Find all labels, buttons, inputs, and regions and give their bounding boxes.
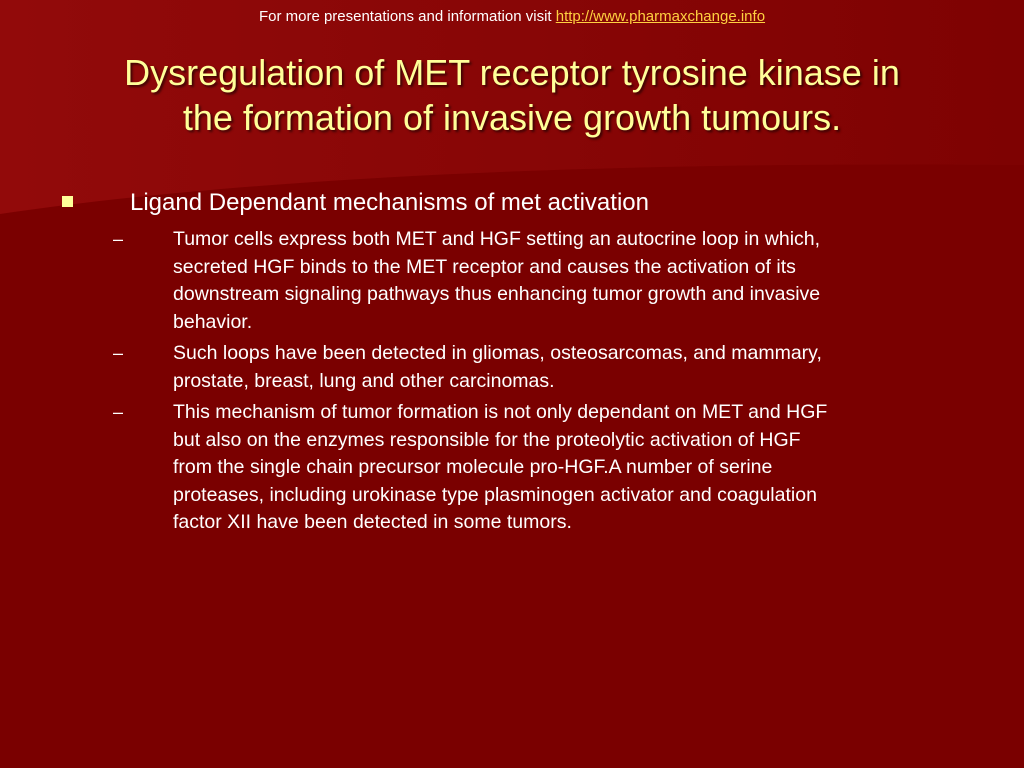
sub-bullet-text: Tumor cells express both MET and HGF setting an autocrine loop in which, secreted HGF binds to the MET receptor and causes the activation of its downstream signaling pathways thus enhancing tumor growth and invasive behavior. [173,228,821,333]
dash-marker: – [113,229,124,249]
sub-bullet-text: This mechanism of tumor formation is not only dependant on MET and HGF but also on the enzymes responsible for the proteolytic activation of HGF from the single chain precursor molecule pro-HGF.A number of serine proteases, including urokinase type plasminogen activator and coagulation factor XII have been detected in some tumors. [173,401,828,533]
dash-marker: – [113,402,124,422]
sub-bullet-text: Such loops have been detected in gliomas, osteosarcomas, and mammary, prostate, breast, lung and other carcinomas. [173,342,822,392]
bullet-list [0,186,1024,537]
square-bullet-icon [62,196,73,207]
bullet-text: Ligand Dependant mechanisms of met activation [130,189,649,216]
bullet-item [0,186,1024,222]
slide-title: Dysregulation of MET receptor tyrosine kinase in the formation of invasive growth tumours. [124,52,900,138]
header-note [0,8,1024,25]
sub-bullet-item [0,340,1024,395]
sub-bullet-item [0,399,1024,537]
dash-marker: – [113,343,124,363]
website-link[interactable]: http://www.pharmaxchange.info [555,8,766,25]
header-note-text: For more presentations and information visit [258,8,556,25]
sub-bullet-item [0,226,1024,336]
